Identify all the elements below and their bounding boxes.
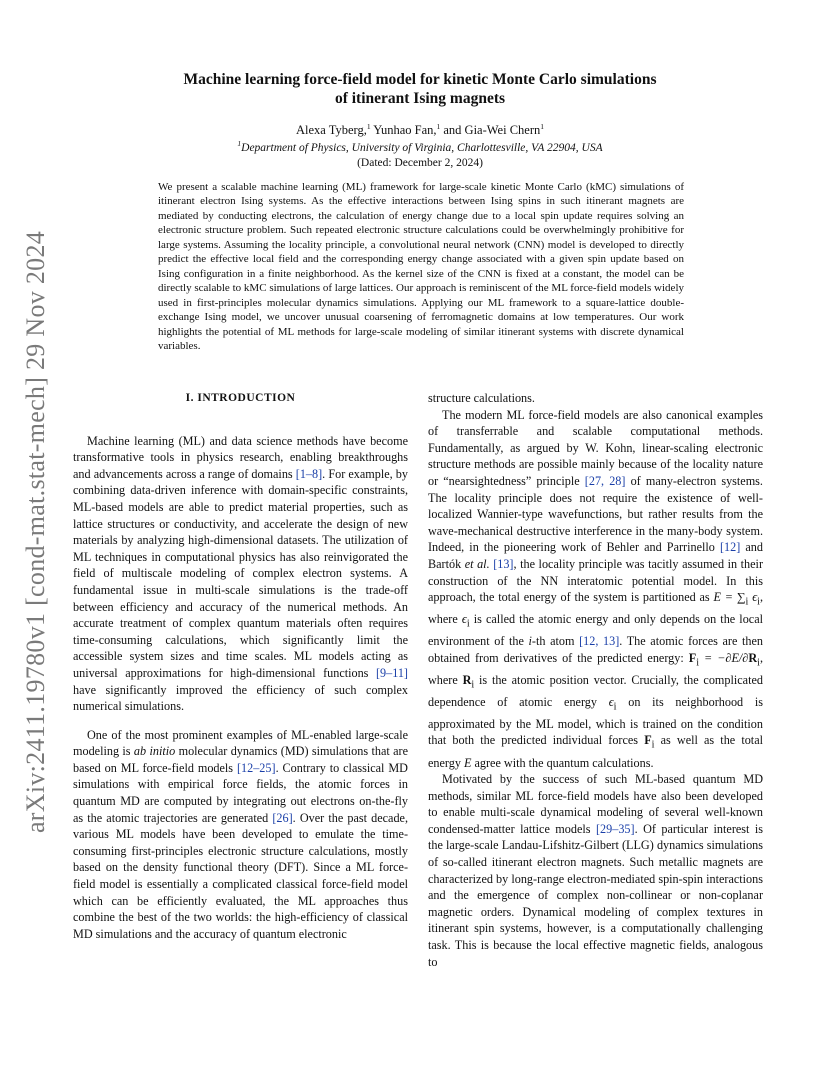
citation-link[interactable]: [27, 28] — [584, 473, 626, 488]
affil-mark: 1 — [540, 121, 544, 131]
affil-mark: 1 — [436, 121, 441, 131]
affil-mark: 1 — [366, 121, 371, 131]
date-line: (Dated: December 2, 2024) — [357, 157, 483, 169]
forcefield-paragraph: The modern ML force-field models are also canonical examples of transferrable and scalable computational methods. Fundamentally, as argued by W. Kohn, linear-scaling electronic structure methods are possible mainly because of the locality nature or “nearsightedness” principle [27, 28] of many-electron systems. The locality principle does not require the existence of well-localized Wannier-type wavefunctions, but rather results from the wave-mechanical destructive interference in the many-body system. Indeed, in the pioneering work of Behler and Parrinello [12] and Bartók et al. [13], the locality principle was tacitly assumed in their construction of the NN interatomic potential model. In this approach, the total energy of the system is partitioned as $E = \sum_i$ $\epsilon_i$, where $\epsilon_i$ is called the atomic energy and only depends on the local environment of the i-th atom [12, 13]. The atomic forces are then obtained from derivatives of the predicted energy: $F_i = -\partial E/\partial R_i$, where $R_i$ is the atomic position vector. Crucially, the complicated dependence of atomic energy $\epsilon_i$ on its neighborhood is approximated by the ML model, which is trained on the condition that both the predicted individual forces $F_i$ as well as the total energy E agree with the quantum calculations. — [428, 407, 763, 770]
affiliation-text: Department of Physics, University of Virginia, Charlottesville, VA 22904, USA — [241, 142, 603, 154]
right-column — [428, 390, 763, 970]
paper-title — [120, 70, 720, 108]
title-line-1: Machine learning force-field model for kinetic Monte Carlo simulations — [183, 71, 657, 88]
section-heading: I. INTRODUCTION — [185, 392, 296, 404]
affil-mark: 1 — [237, 139, 242, 149]
itinerant-magnets-paragraph: Motivated by the success of such ML-based quantum MD methods, similar ML force-field models have also been developed to enable multi-scale dynamical modeling of several well-known condensed-matter lattice models [29–35]. Of particular interest is the large-scale Landau-Lifshitz-Gilbert (LLG) dynamics simulations of so-called itinerant electron magnets. Such metallic magnets are characterized by long-range electron-mediated spin-spin interactions and the emergence of complex non-collinear or non-coplanar magnetic orders. Dynamical modeling of complex textures in itinerant spin systems, however, is a computationally challenging task. This is because the local effective magnetic fields, analogous to — [428, 772, 763, 969]
title-line-2: of itinerant Ising magnets — [334, 90, 506, 107]
affiliation — [120, 139, 720, 154]
author-list — [120, 123, 720, 138]
intro-paragraph-1: Machine learning (ML) and data science methods have become transformative tools in physics research, enabling breakthroughs and advancements across a range of domains [1–8]. For example, by combining data-driven inference with domain-specific constraints, ML-based models are able to predict material properties, such as lattice structures or conductivity, and accelerate the design of new materials by analyzing high-dimensional datasets. The utilization of ML techniques in computational physics has also reinvigorated the field of multiscale modeling of complex electron systems. A fundamental issue in multi-scale simulations is the trade-off between efficiency and accuracy of the numerical methods. An accurate treatment of complex quantum materials often requires time-consuming calculations, which significantly limit the accessible system sizes and time scales. ML models acting as universal approximations for high-dimensional functions [9–11] have significantly improved the efficiency of such complex numerical simulations. — [73, 433, 408, 714]
citation-link[interactable]: [9–11] — [375, 665, 408, 680]
author-1: Alexa Tyberg, — [296, 123, 367, 137]
author-2: Yunhao Fan, — [373, 123, 437, 137]
citation-link[interactable]: [12–25] — [236, 760, 276, 775]
citation-link[interactable]: [12, 13] — [579, 634, 620, 649]
citation-link[interactable]: [26] — [272, 810, 293, 825]
abstract: We present a scalable machine learning (ML) framework for large-scale kinetic Monte Carlo (kMC) simulations of itinerant electron Ising systems. As the effective interactions between Ising spins in such itinerant magnets are mediated by conducting electrons, the calculation of energy change due to a local spin update requires solving an electronic structure problem. Such repeated electronic structure calculations could be overwhelmingly prohibitive for large systems. Assuming the locality principle, a convolutional neural network (CNN) model is developed to directly predict the effective local field and the corresponding energy change associated with a given spin update based on Ising configuration in a finite neighborhood. As the kernel size of the CNN is fixed at a constant, the model can be directly scalable to kMC simulations of large lattices. Our approach is reminiscent of the ML force-field models widely used in first-principles molecular dynamics simulations. Applying our ML framework to a square-lattice double-exchange Ising model, we uncover unusual coarsening of ferromagnetic domains at low temperatures. Our work highlights the potential of ML methods for large-scale modeling of similar itinerant systems with discrete dynamical variables. — [158, 181, 684, 352]
arxiv-stamp-text: arXiv:2411.19780v1 [cond-mat.stat-mech] 29 Nov 2024 — [21, 230, 50, 834]
paragraph-continuation: structure calculations. — [428, 391, 535, 405]
citation-link[interactable]: [13] — [493, 556, 514, 571]
left-column — [73, 390, 408, 942]
citation-link[interactable]: [29–35] — [595, 821, 635, 836]
citation-link[interactable]: [1–8] — [295, 466, 323, 481]
author-3: and Gia-Wei Chern — [443, 123, 541, 137]
intro-paragraph-2: One of the most prominent examples of ML-enabled large-scale modeling is ab initio molecular dynamics (MD) simulations that are based on ML force-field models [12–25]. Contrary to classical MD simulations with empirical force fields, the atomic forces in quantum MD are computed by integrating out electrons on-the-fly as the atomic trajectories are generated [26]. Over the past decade, various ML models have been developed to emulate the time-consuming first-principles electronic structure calculations, mostly based on the density functional theory (DFT). Since a ML force-field model is essentially a complicated classical force-field model which can be efficiently evaluated, the ML approaches thus combine the best of the two worlds: the high-efficiency of classical MD simulations and the accuracy of quantum electronic — [73, 727, 409, 941]
citation-link[interactable]: [12] — [719, 540, 741, 555]
arxiv-identifier-stamp — [16, 222, 56, 842]
